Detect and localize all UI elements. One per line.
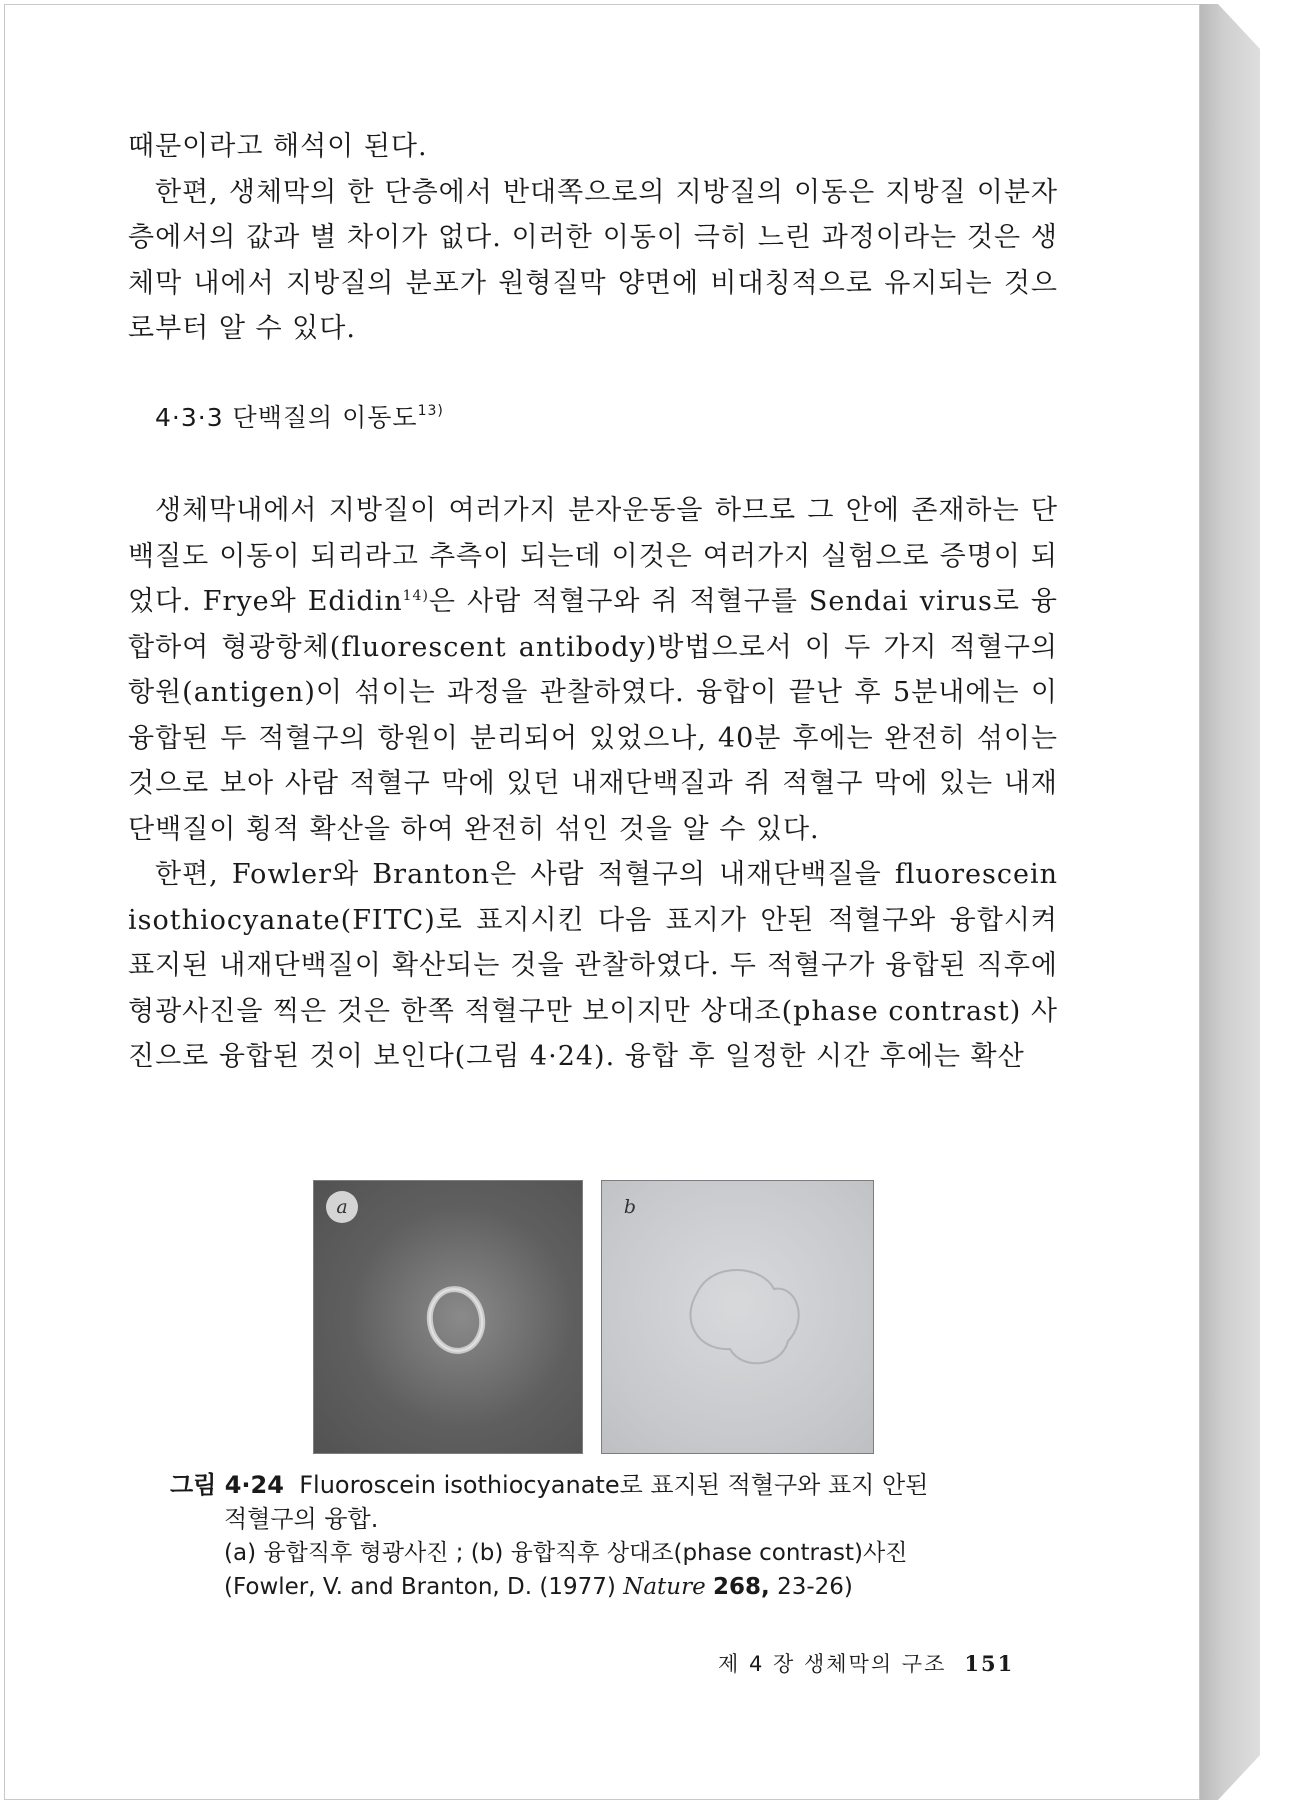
page-footer <box>718 1648 1014 1678</box>
middle-text-block <box>128 488 1058 1080</box>
paragraph-2: 한편, 생체막의 한 단층에서 반대쪽으로의 지방질의 이동은 지방질 이분자층에서의 값과 별 차이가 없다. 이러한 이동이 극히 느린 과정이라는 것은 생체막 내에서 지방질의 분포가 원형질막 양면에 비대칭적으로 유지되는 것으로부터 알 수 있다. <box>128 176 1058 344</box>
fluorescent-cell-ring <box>314 1181 584 1455</box>
figure-panel-a-fluorescence <box>313 1180 583 1454</box>
book-spine-edge <box>1200 4 1260 1800</box>
paragraph-3-part2: 은 사람 적혈구와 쥐 적혈구를 Sendai virus로 융합하여 형광항체(fluorescent antibody)방법으로서 이 두 가지 적혈구의 항원(antigen)이 섞이는 과정을 관찰하였다. 융합이 끝난 후 5분내에는 이 융합된 두 적혈구의 항원이 분리되어 있었으나, 40분 후에는 완전히 섞이는 것으로 보아 사람 적혈구 막에 있던 내재단백질과 쥐 적혈구 막에 있는 내재단백질이 횡적 확산을 하여 완전히 섞인 것을 알 수 있다. <box>128 586 1058 845</box>
top-text-block <box>128 124 1058 352</box>
caption-title-line2: 적혈구의 융합. <box>224 1505 379 1533</box>
paragraph-3-ref: 14) <box>402 588 429 604</box>
caption-line-1 <box>170 1468 1040 1502</box>
figure-caption <box>170 1468 1040 1604</box>
panel-b-label: b <box>623 1196 637 1218</box>
panel-a-label: a <box>326 1191 358 1223</box>
paragraph-3 <box>128 488 1058 852</box>
section-heading <box>155 398 444 434</box>
paragraph-1: 때문이라고 해석이 된다. <box>128 131 428 162</box>
section-heading-text: 4·3·3 단백질의 이동도 <box>155 403 418 432</box>
page-number: 151 <box>964 1651 1015 1676</box>
caption-label: 그림 4·24 <box>170 1471 284 1499</box>
caption-title-line1: Fluoroscein isothiocyanate로 표지된 적혈구와 표지 안된 <box>299 1471 929 1499</box>
paragraph-3-part1: 생체막내에서 지방질이 여러가지 분자운동을 하므로 그 안에 존재하는 단백질도 이동이 되리라고 추측이 되는데 이것은 여러가지 실험으로 증명이 되었다. Frye와 Edidin <box>128 495 1058 617</box>
ref-pages: 23-26) <box>777 1574 853 1600</box>
paragraph-4: 한편, Fowler와 Branton은 사람 적혈구의 내재단백질을 fluorescein isothiocyanate(FITC)로 표지시킨 다음 표지가 안된 적혈구와 융합시켜 표지된 내재단백질이 확산되는 것을 관찰하였다. 두 적혈구가 융합된 직후에 형광사진을 찍은 것은 한쪽 적혈구만 보이지만 상대조(phase contrast) 사진으로 융합된 것이 보인다(그림 4·24). 융합 후 일정한 시간 후에는 확산 <box>128 859 1058 1072</box>
footer-chapter: 제 4 장 생체막의 구조 <box>718 1652 947 1676</box>
fused-cells-outline <box>602 1181 875 1455</box>
caption-description: (a) 융합직후 형광사진 ; (b) 융합직후 상대조(phase contrast)사진 <box>224 1540 908 1566</box>
section-heading-ref: 13) <box>417 403 444 419</box>
figure-panel-b-phase-contrast <box>601 1180 874 1454</box>
ref-volume: 268, <box>713 1574 770 1600</box>
caption-reference <box>170 1570 1040 1604</box>
ref-journal: Nature <box>623 1574 706 1600</box>
ref-authors: (Fowler, V. and Branton, D. (1977) <box>224 1574 616 1600</box>
